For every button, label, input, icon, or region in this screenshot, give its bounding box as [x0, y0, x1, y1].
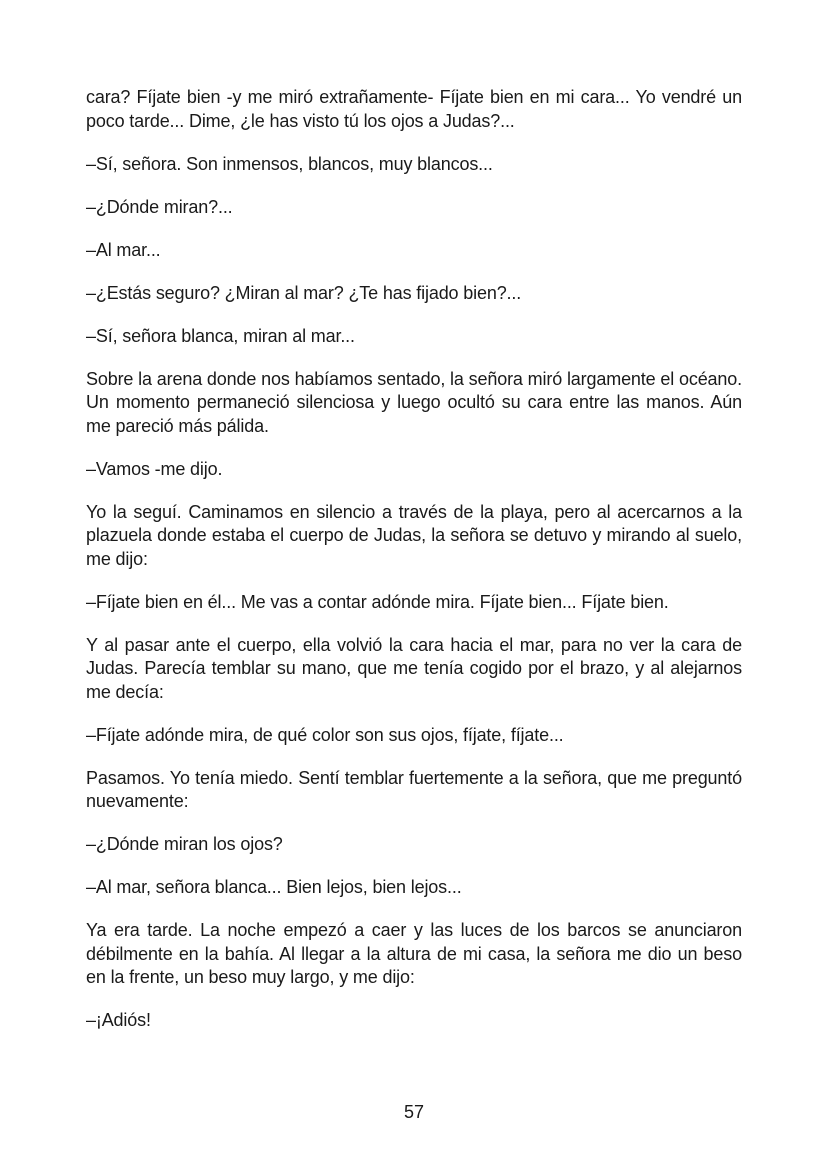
dialog-line: –Fíjate bien en él... Me vas a contar adónde mira. Fíjate bien... Fíjate bien. — [86, 591, 669, 612]
dialog-line: –¿Estás seguro? ¿Miran al mar? ¿Te has fijado bien?... — [86, 282, 522, 303]
dialog-line: –¿Dónde miran?... — [86, 196, 233, 217]
paragraph: cara? Fíjate bien -y me miró extrañamente- Fíjate bien en mi cara... Yo vendré un poco tarde... Dime, ¿le has visto tú los ojos a Judas?... — [86, 87, 742, 131]
dialog-line: –Sí, señora blanca, miran al mar... — [86, 325, 355, 346]
paragraph: Ya era tarde. La noche empezó a caer y las luces de los barcos se anunciaron débilmente en la bahía. Al llegar a la altura de mi casa, la señora me dio un beso en la frente, un beso muy largo, y me dijo: — [86, 920, 742, 987]
paragraph: Sobre la arena donde nos habíamos sentado, la señora miró largamente el océano. Un momento permaneció silenciosa y luego ocultó su cara entre las manos. Aún me pareció más pálida. — [86, 368, 742, 436]
dialog-line: –Al mar... — [86, 239, 161, 260]
paragraph: Pasamos. Yo tenía miedo. Sentí temblar fuertemente a la señora, que me preguntó nuevamente: — [86, 767, 742, 811]
dialog-line: –¡Adiós! — [86, 1010, 151, 1030]
paragraph: Yo la seguí. Caminamos en silencio a través de la playa, pero al acercarnos a la plazuela donde estaba el cuerpo de Judas, la señora se detuvo y mirando al suelo, me dijo: — [86, 501, 742, 569]
paragraph: Y al pasar ante el cuerpo, ella volvió la cara hacia el mar, para no ver la cara de Judas. Parecía temblar su mano, que me tenía cogido por el brazo, y al alejarnos me decía: — [86, 634, 742, 702]
dialog-line: –Al mar, señora blanca... Bien lejos, bien lejos... — [86, 877, 462, 897]
dialog-line: –Vamos -me dijo. — [86, 458, 223, 479]
dialog-line: –Fíjate adónde mira, de qué color son sus ojos, fíjate, fíjate... — [86, 724, 564, 745]
dialog-line: –¿Dónde miran los ojos? — [86, 834, 283, 854]
page-number: 57 — [403, 1102, 425, 1122]
page-body — [86, 86, 742, 1052]
dialog-line: –Sí, señora. Son inmensos, blancos, muy blancos... — [86, 153, 493, 174]
